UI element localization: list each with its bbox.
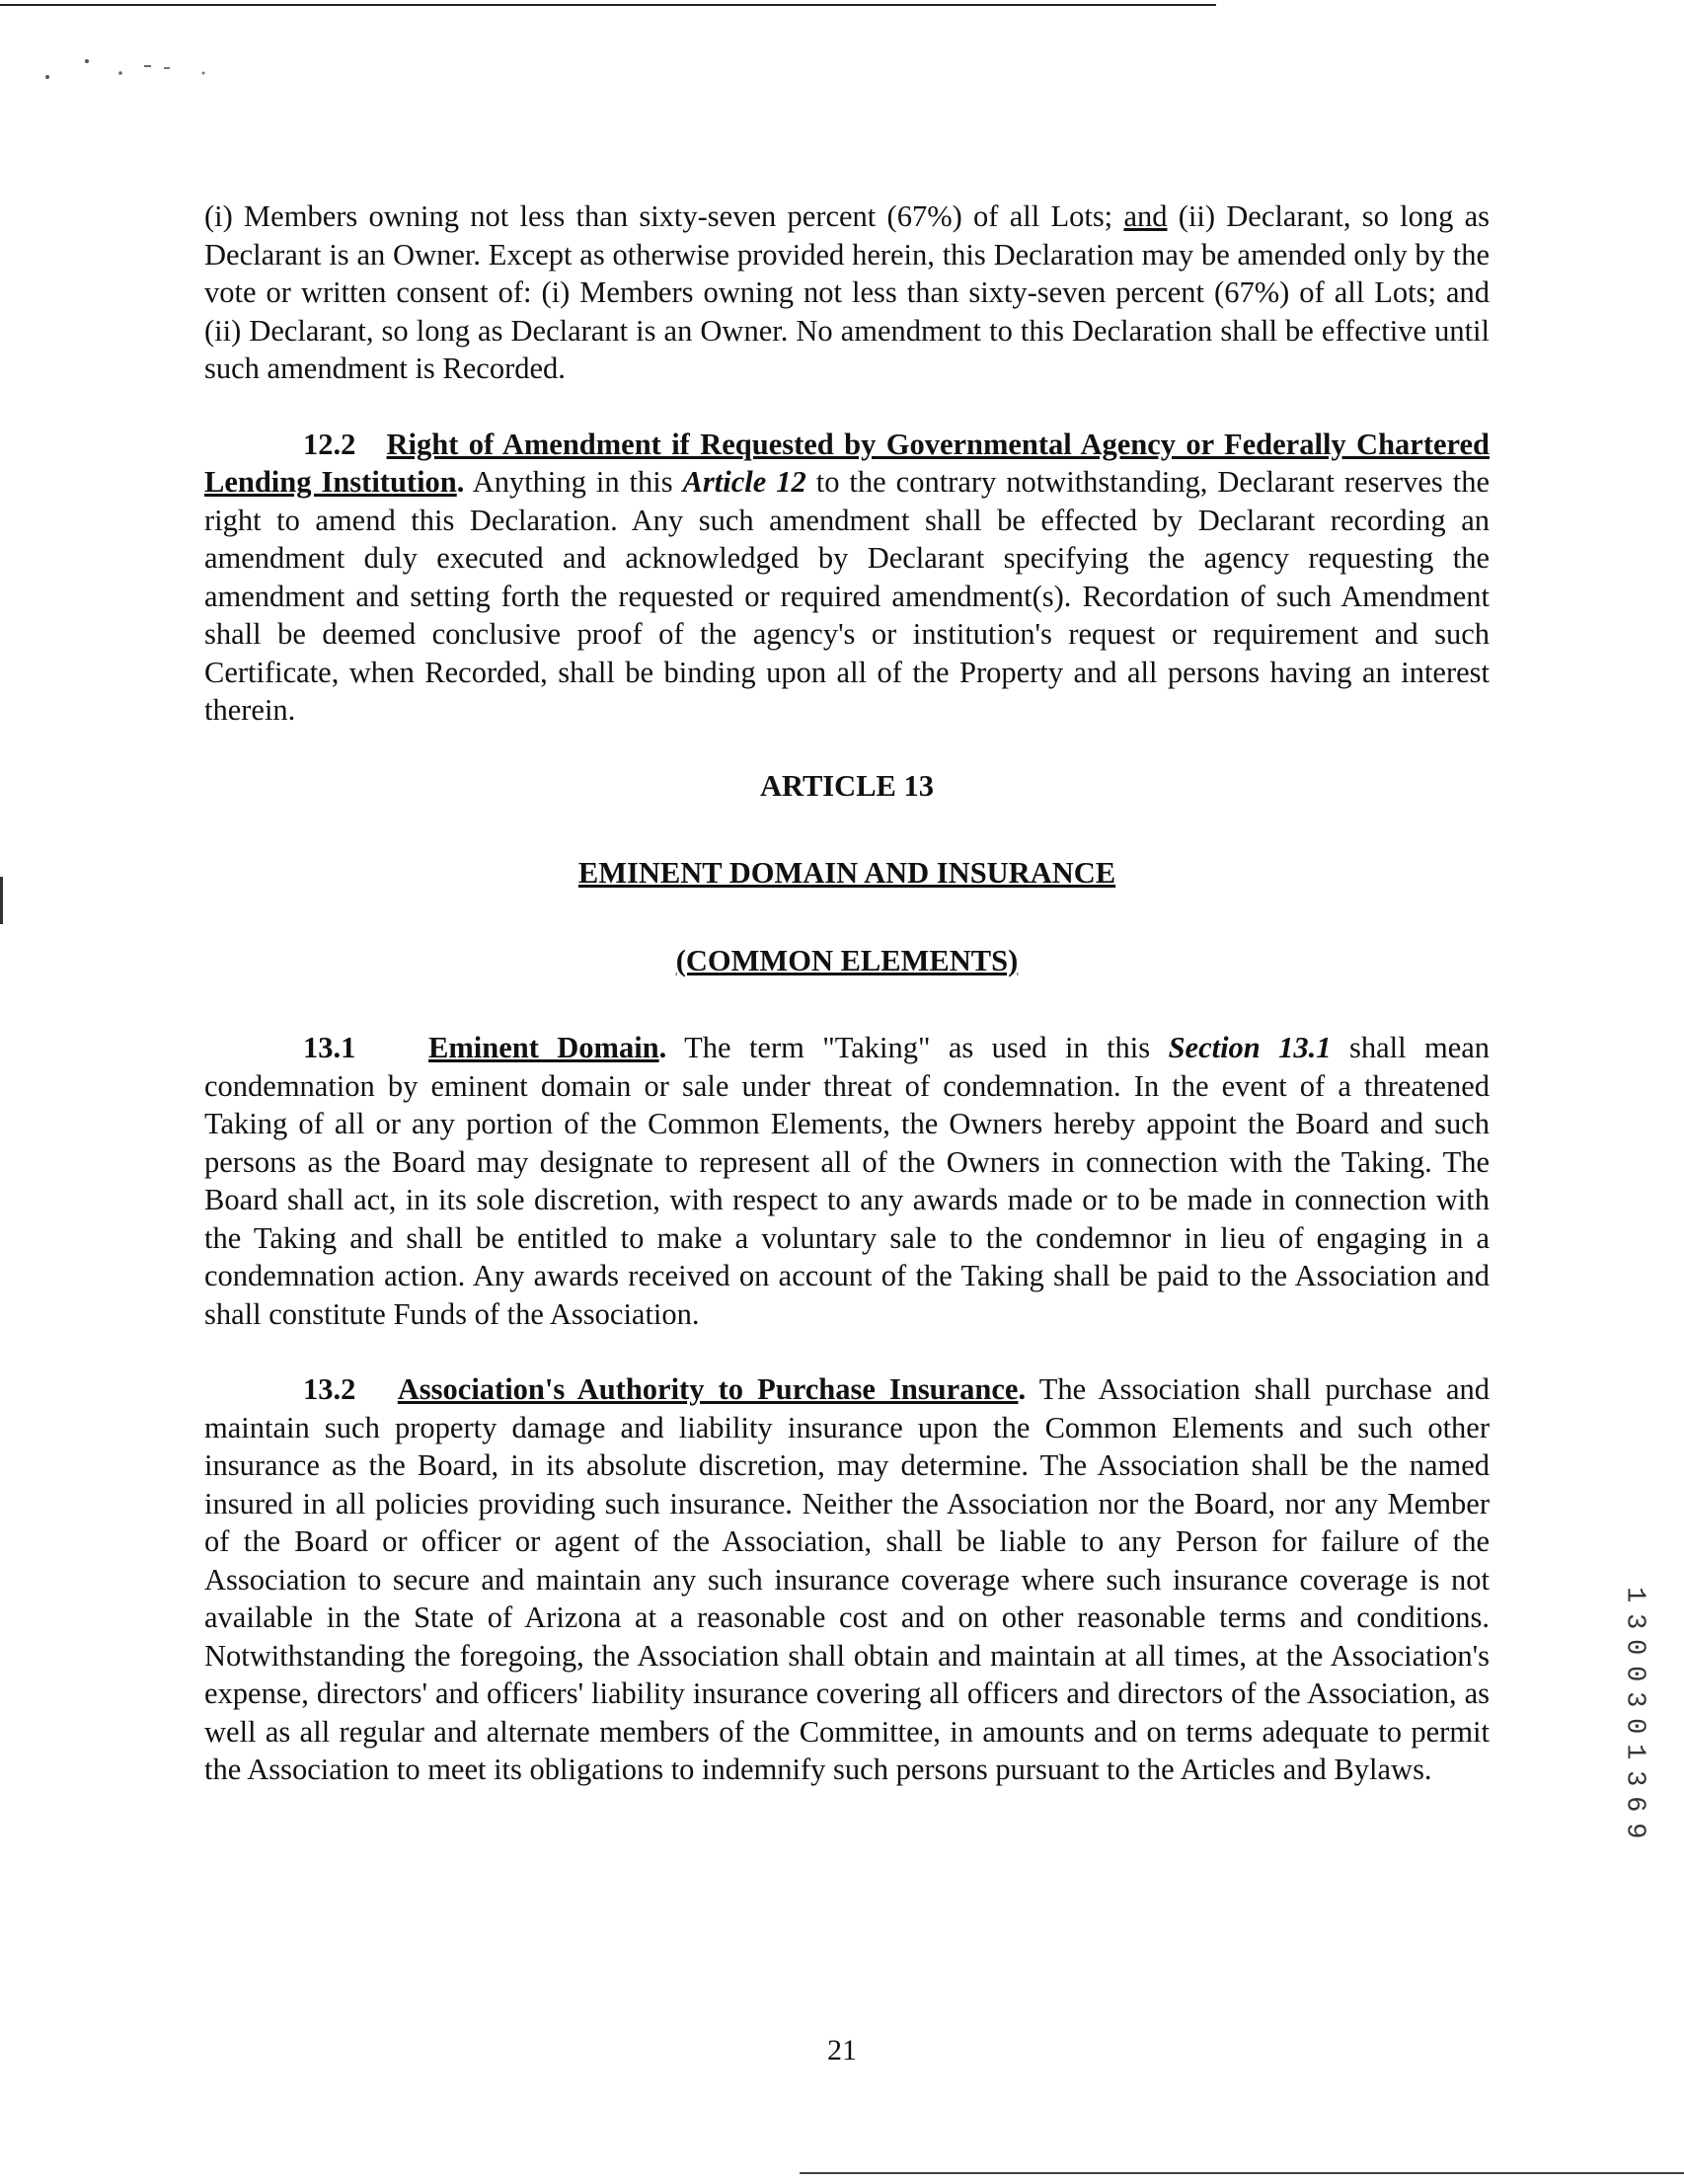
scan-bottom-edge: [800, 2172, 1684, 2174]
continuation-paragraph: [204, 197, 1490, 388]
document-body: [204, 197, 1490, 1827]
stamp-digit: 3: [1619, 1612, 1649, 1629]
section-13-2-text: The Association shall purchase and maintain such property damage and liability insurance upon the Common Elements and such other insurance as the Board, in its absolute discretion, may determine. The Association shall be the named insured in all policies providing such insurance. Neither the Association nor the Board, nor any Member of the Board or officer or agent of the Association, shall be liable to any Person for failure of the Association to secure and maintain any such insurance coverage where such insurance coverage is not available in the State of Arizona at a reasonable cost and on other reasonable terms and conditions. Notwithstanding the foregoing, the Association shall obtain and maintain at all times, at the Association's expense, directors' and officers' liability insurance covering all officers and directors of the Association, as well as all regular and alternate members of the Committee, in amounts and on terms adequate to permit the Association to meet its obligations to indemnify such persons pursuant to the Articles and Bylaws.: [204, 1372, 1490, 1786]
stamp-digit: 0: [1619, 1665, 1649, 1681]
article-13-title: EMINENT DOMAIN AND INSURANCE: [577, 856, 1116, 890]
article-13-title-line: [204, 854, 1490, 893]
article-13-subtitle-line: [204, 942, 1490, 980]
stamp-digit: 1: [1619, 1744, 1649, 1760]
stamp-digit: 0: [1619, 1639, 1649, 1656]
stamp-digit: 0: [1619, 1717, 1649, 1734]
section-13-1-text-end: shall mean condemnation by eminent domain or sale under threat of condemnation. In the event of a threatened Taking of all or any portion of the Common Elements, the Owners hereby appoint the Board and such persons as the Board may designate to represent all of the Owners in connection with the Taking. The Board shall act, in its sole discretion, with respect to any awards made or to be made in connection with the Taking and shall be entitled to make a voluntary sale to the condemnor in lieu of engaging in a condemnation action. Any awards received on account of the Taking shall be paid to the Association and shall constitute Funds of the Association.: [204, 1031, 1491, 1331]
article-13-heading: ARTICLE 13: [759, 768, 935, 803]
article-13-subtitle: (COMMON ELEMENTS): [675, 943, 1019, 977]
scan-specks: [41, 47, 219, 87]
section-13-2-title-period: .: [1018, 1372, 1027, 1406]
section-13-1-title: Eminent Domain: [428, 1031, 659, 1064]
section-13-1-title-period: .: [658, 1031, 667, 1064]
stamp-digit: 1: [1619, 1587, 1649, 1603]
continuation-text-end: (ii) Declarant, so long as Declarant is an Owner. Except as otherwise provided herein, this Declaration may be amended only by the vote or written consent of: (i) Members owning not less than sixty-seven percent (67%) of all Lots; and (ii) Declarant, so long as Declarant is an Owner. No amendment to this Declaration shall be effective until such amendment is Recorded.: [204, 199, 1491, 385]
section-12-2-title-period: .: [456, 465, 465, 499]
recording-number-stamp: [1619, 1582, 1648, 1843]
scan-left-mark: [0, 877, 3, 924]
section-13-2-paragraph: [204, 1370, 1490, 1789]
section-13-1-reference: Section 13.1: [1168, 1031, 1332, 1064]
underlined-and: and: [1123, 199, 1168, 233]
section-13-1-paragraph: [204, 1029, 1490, 1333]
section-13-2-number: 13.2: [303, 1372, 356, 1406]
section-12-2-title: Right of Amendment if Requested by Governmental Agency or Federally Chartered Lending Institution: [204, 427, 1491, 499]
page-number: 21: [827, 2034, 857, 2067]
continuation-text-start: (i) Members owning not less than sixty-seven percent (67%) of all Lots;: [204, 199, 1124, 233]
section-13-1-text-start: The term "Taking" as used in this: [666, 1031, 1169, 1064]
section-12-2-text-end: to the contrary notwithstanding, Declarant reserves the right to amend this Declaration. Any such amendment shall be effected by Declarant recording an amendment duly executed and acknowledged by Declarant specifying the agency requesting the amendment and setting forth the requested or required amendment(s). Recordation of such Amendment shall be deemed conclusive proof of the agency's or institution's request or requirement and such Certificate, when Recorded, shall be binding upon all of the Property and all persons having an interest therein.: [204, 465, 1491, 727]
section-12-2-paragraph: [204, 426, 1490, 730]
stamp-digit: 3: [1619, 1691, 1649, 1708]
section-13-2-title: Association's Authority to Purchase Insurance: [397, 1372, 1019, 1406]
stamp-digit: 3: [1619, 1769, 1649, 1786]
stamp-digit: 6: [1619, 1796, 1649, 1813]
article-12-reference: Article 12: [682, 465, 806, 499]
scan-top-edge: [0, 4, 1216, 6]
section-13-1-number: 13.1: [303, 1031, 356, 1064]
section-12-2-text-start: Anything in this: [464, 465, 683, 499]
stamp-digit: 9: [1619, 1822, 1649, 1838]
section-12-2-number: 12.2: [303, 427, 356, 461]
